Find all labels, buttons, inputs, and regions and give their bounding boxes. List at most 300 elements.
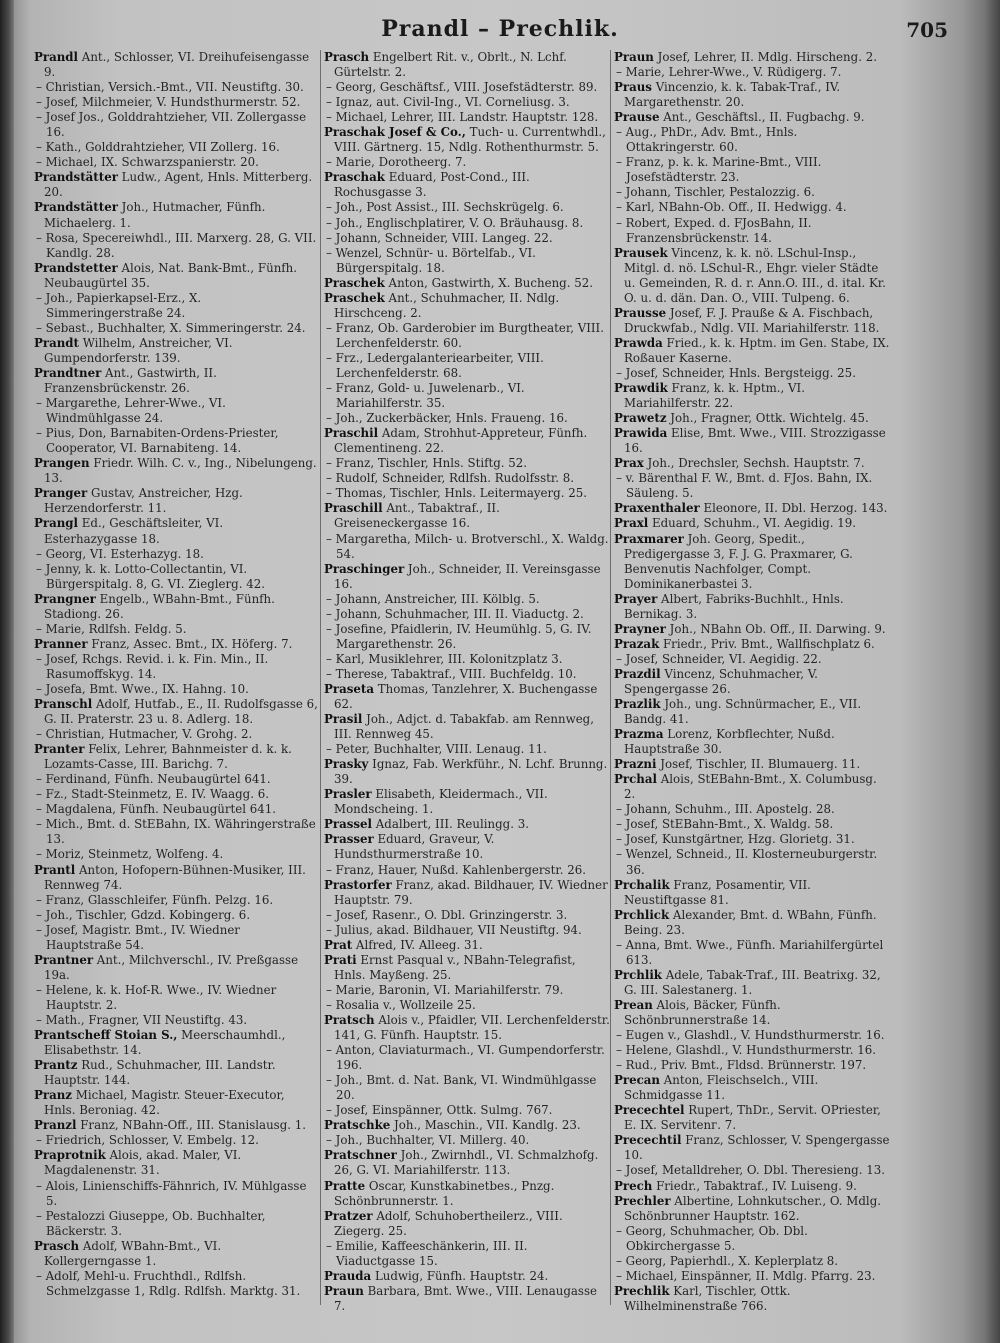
directory-entry [614, 1194, 890, 1224]
entry-details: – Sebast., Buchhalter, X. Simmeringerstr. 24. [36, 320, 306, 335]
entry-details: – Rosalia v., Wollzeile 25. [326, 997, 476, 1012]
directory-entry [34, 50, 318, 80]
entry-surname: Praschinger [324, 561, 405, 576]
entry-details: Joh., NBahn Ob. Off., II. Darwing. 9. [665, 621, 886, 636]
entry-surname: Prausse [614, 305, 667, 320]
entry-details: Alois v., Pfaidler, VII. Lerchenfelderstr. 141, G. Fünfh. Hauptstr. 15. [334, 1013, 610, 1043]
entry-surname: Prasil [324, 712, 363, 727]
entry-details: – Josef, Schneider, Hnls. Bergsteigg. 25. [616, 365, 856, 380]
entry-details: – Rudolf, Schneider, Rdlfsh. Rudolfsstr. 8. [326, 471, 574, 486]
entry-details: Ed., Geschäftsleiter, VI. Esterhazygasse 18. [44, 516, 224, 546]
entry-details: – Pius, Don, Barnabiten-Ordens-Priester, Cooperator, VI. Barnabiteng. 14. [36, 426, 279, 456]
directory-entry [324, 757, 610, 787]
entry-details: Anton, Hofopern-Bühnen-Musiker, III. Rennweg 74. [44, 862, 306, 892]
entry-details: Engelb., WBahn-Bmt., Fünfh. Stadiong. 26. [44, 591, 275, 621]
entry-details: – Josef, Kunstgärtner, Hzg. Glorietg. 31. [616, 832, 855, 847]
directory-entry [324, 532, 610, 562]
entry-details: Barbara, Bmt. Wwe., VIII. Lenaugasse 7. [334, 1283, 598, 1313]
entry-details: – Georg, Papierhdl., X. Keplerplatz 8. [616, 1253, 839, 1268]
entry-details: Joh. Georg, Spedit., Predigergasse 3, F. J. G. Praxmarer, G. Benvenutis Nachfolger, Compt. Dominikanerbastei 3. [624, 531, 853, 591]
entry-surname: Pratsch [324, 1013, 375, 1027]
directory-entry [614, 1028, 890, 1043]
entry-surname: Praschek [324, 275, 385, 290]
directory-entry [34, 321, 318, 336]
directory-entry [614, 772, 890, 802]
entry-details: – Josef, Schneider, VI. Aegidig. 22. [616, 651, 822, 666]
page-edge-shadow [962, 0, 1000, 1343]
entry-details: – Eugen v., Glashdl., V. Hundsthurmerstr. 16. [616, 1028, 885, 1043]
entry-surname: Pratschke [324, 1118, 391, 1133]
entry-details: – Jenny, k. k. Lotto-Collectantin, VI. Bürgerspitalg. 8, G. VI. Zieglerg. 42. [36, 561, 265, 591]
directory-entry [614, 697, 890, 727]
entry-details: Michael, Magistr. Steuer-Executor, Hnls. Beroniag. 42. [44, 1088, 285, 1118]
directory-entry [324, 381, 610, 411]
directory-entry [614, 125, 890, 155]
directory-entry [324, 1148, 610, 1178]
directory-entry [324, 170, 610, 200]
directory-entry [324, 1013, 610, 1043]
entry-surname: Prati [324, 952, 357, 967]
directory-entry [324, 411, 610, 426]
entry-details: – Christian, Versich.-Bmt., VII. Neustiftg. 30. [36, 80, 304, 95]
directory-entry [34, 336, 318, 366]
entry-details: – Joh., Tischler, Gdzd. Kobingerg. 6. [36, 907, 251, 922]
entry-surname: Prayer [614, 591, 658, 606]
directory-entry [614, 1269, 890, 1284]
column-2 [324, 50, 610, 1320]
entry-details: – Rosa, Specereiwhdl., III. Marxerg. 28, G. VII. Kandlg. 28. [36, 230, 317, 260]
entry-details: Ignaz, Fab. Werkführ., N. Lchf. Brunng. 39. [334, 757, 608, 787]
entry-surname: Prchalik [614, 877, 670, 892]
directory-entry [34, 291, 318, 321]
directory-entry [34, 516, 318, 546]
entry-details: – Franz, p. k. k. Marine-Bmt., VIII. Josefstädterstr. 23. [616, 155, 822, 185]
entry-surname: Praschill [324, 501, 383, 516]
entry-details: – Fz., Stadt-Steinmetz, E. IV. Waagg. 6. [36, 787, 269, 802]
entry-details: – Marie, Lehrer-Wwe., V. Rüdigerg. 7. [616, 65, 842, 80]
entry-details: – Joh., Papierkapsel-Erz., X. Simmeringerstraße 24. [36, 290, 202, 320]
directory-entry [34, 1118, 318, 1133]
entry-details: – Frz., Ledergalanteriearbeiter, VIII. Lerchenfelderstr. 68. [326, 350, 544, 380]
directory-entry [34, 547, 318, 562]
entry-details: – Peter, Buchhalter, VIII. Lenaug. 11. [326, 742, 547, 757]
directory-entry [34, 261, 318, 291]
directory-entry [34, 637, 318, 652]
directory-entry [614, 592, 890, 622]
entry-details: – Franz, Ob. Garderobier im Burgtheater, VIII. Lerchenfelderstr. 60. [326, 320, 604, 350]
directory-entry [614, 878, 890, 908]
directory-entry [34, 1088, 318, 1118]
entry-surname: Pranger [34, 486, 88, 501]
directory-entry [614, 185, 890, 200]
directory-entry [34, 1013, 318, 1028]
entry-details: Rud., Schuhmacher, III. Landstr. Hauptstr. 144. [44, 1058, 276, 1088]
directory-entry [34, 1179, 318, 1209]
entry-details: – Pestalozzi Giuseppe, Ob. Buchhalter, Bäckerstr. 3. [36, 1208, 266, 1238]
entry-details: Josef, F. J. Prauße & A. Fischbach, Druckwfab., Ndlg. VII. Mariahilferstr. 118. [624, 305, 880, 335]
entry-details: Anton, Fleischselch., VIII. Schmidgasse 11. [624, 1073, 819, 1103]
entry-surname: Pranter [34, 742, 85, 757]
entry-details: Joh., Drechsler, Sechsh. Hauptstr. 7. [643, 456, 865, 471]
directory-entry [324, 938, 610, 953]
entry-surname: Prean [614, 997, 653, 1012]
entry-details: Felix, Lehrer, Bahnmeister d. k. k. Lozamts-Casse, III. Barichg. 7. [44, 742, 292, 772]
directory-entry [34, 456, 318, 486]
entry-surname: Prangen [34, 456, 90, 471]
directory-entry [614, 637, 890, 652]
entry-details: Joh., Hutmacher, Fünfh. Michaelerg. 1. [44, 200, 266, 230]
directory-entry [34, 727, 318, 742]
directory-entry [324, 1269, 610, 1284]
directory-entry [614, 456, 890, 471]
entry-surname: Praxmarer [614, 531, 684, 546]
entry-surname: Praschak [324, 170, 385, 185]
entry-surname: Prawda [614, 335, 663, 350]
directory-entry [614, 155, 890, 185]
entry-surname: Precechtil [614, 1133, 682, 1148]
directory-entry [614, 1254, 890, 1269]
entry-details: Vincenz, k. k. nö. LSchul-Insp., Mitgl. d. nö. LSchul-R., Ehgr. vieler Städte u. Gemeinden, R. d. r. Ann.O. III., d. ital. Kr. O. u. d. dän. Dan. O., VIII. Tulpeng. 6. [624, 245, 886, 305]
entry-details: Adolf, WBahn-Bmt., VI. Kollergerngasse 1. [44, 1238, 222, 1268]
directory-entry [324, 456, 610, 471]
entry-details: Tuch- u. Currentwhdl., VIII. Gärtnerg. 15, Ndlg. Rothenthurmstr. 5. [334, 125, 606, 155]
directory-entry [324, 1043, 610, 1073]
directory-entry [324, 200, 610, 215]
entry-details: Adolf, Schuhobertheilerz., VIII. Ziegerg. 25. [334, 1208, 563, 1238]
entry-surname: Prauda [324, 1268, 372, 1283]
directory-entry [34, 1133, 318, 1148]
entry-details: Alois, akad. Maler, VI. Magdalenenstr. 31. [44, 1148, 242, 1178]
entry-details: – Johann, Schneider, VIII. Langeg. 22. [326, 230, 553, 245]
entry-details: Adam, Strohhut-Appreteur, Fünfh. Clementineng. 22. [334, 426, 588, 456]
entry-details: Engelbert Rit. v., Obrlt., N. Lchf. Gürtelstr. 2. [334, 50, 567, 80]
entry-surname: Praschek [324, 290, 385, 305]
entry-surname: Prause [614, 110, 660, 125]
directory-entry [34, 155, 318, 170]
entry-surname: Pranz [34, 1088, 73, 1103]
directory-entry [614, 757, 890, 772]
entry-details: Eleonore, II. Dbl. Herzog. 143. [699, 501, 888, 516]
entry-surname: Praschil [324, 426, 379, 441]
entry-details: Rupert, ThDr., Servit. OPriester, E. IX. Servitenг. 7. [624, 1103, 881, 1133]
entry-details: Franz, akad. Bildhauer, IV. Wiedner Hauptstr. 79. [334, 877, 608, 907]
entry-details: Gustav, Anstreicher, Hzg. Herzendorferstr. 11. [44, 486, 243, 516]
entry-details: – Georg, Schuhmacher, Ob. Dbl. Obkirchergasse 5. [616, 1223, 808, 1253]
directory-entry [614, 200, 890, 215]
directory-entry [34, 486, 318, 516]
entry-details: Ludwig, Fünfh. Hauptstr. 24. [371, 1268, 549, 1283]
directory-entry [324, 607, 610, 622]
directory-entry [34, 652, 318, 682]
column-rule [320, 50, 321, 1305]
entry-details: Franz, k. k. Hptm., VI. Mariahilferstr. 22. [624, 381, 805, 411]
directory-entry [34, 592, 318, 622]
entry-details: Oscar, Kunstkabinetbes., Pnzg. Schönbrunnerstr. 1. [334, 1178, 555, 1208]
directory-entry [614, 667, 890, 697]
directory-entry [324, 1133, 610, 1148]
entry-details: – Therese, Tabaktraf., VIII. Buchfeldg. 10. [326, 666, 577, 681]
entry-details: – Math., Fragner, VII Neustiftg. 43. [36, 1013, 248, 1027]
directory-entry [614, 847, 890, 877]
entry-surname: Prayner [614, 621, 666, 636]
entry-surname: Pratzer [324, 1208, 373, 1223]
entry-details: Ant., Tabaktraf., II. Greiseneckergasse 16. [334, 501, 500, 531]
entry-details: – Josef, Einspänner, Ottk. Sulmg. 767. [326, 1103, 553, 1118]
entry-surname: Prasch [34, 1238, 80, 1253]
directory-entry [614, 1043, 890, 1058]
directory-entry [324, 426, 610, 456]
entry-surname: Pranner [34, 636, 88, 651]
directory-entry [614, 908, 890, 938]
entry-details: Ernst Pasqual v., NBahn-Telegrafist, Hnls. Mayßeng. 25. [334, 952, 576, 982]
entry-details: – Josef Jos., Golddrahtzieher, VII. Zollergasse 16. [36, 110, 307, 140]
entry-details: Alois, Bäcker, Fünfh. Schönbrunnerstraße 14. [624, 997, 781, 1027]
directory-entry [34, 1058, 318, 1088]
entry-details: – Wenzel, Schneid., II. Klosterneuburgerstr. 36. [616, 847, 878, 877]
entry-details: Vincenz, Schuhmacher, V. Spengergasse 26. [624, 666, 818, 696]
directory-entry [324, 592, 610, 607]
entry-details: – Wenzel, Schnür- u. Börtelfab., VI. Bürgerspitalg. 18. [326, 245, 536, 275]
directory-entry [614, 110, 890, 125]
directory-entry [614, 622, 890, 637]
directory-entry [34, 622, 318, 637]
directory-entry [614, 1073, 890, 1103]
entry-surname: Prasch [324, 50, 370, 64]
entry-details: – Christian, Hutmacher, V. Grohg. 2. [36, 727, 253, 742]
directory-entry [614, 306, 890, 336]
entry-surname: Praxl [614, 516, 649, 531]
entry-details: Eduard, Schuhm., VI. Aegidig. 19. [648, 516, 857, 531]
entry-details: Friedr., Priv. Bmt., Wallfischplatz 6. [659, 636, 875, 651]
entry-surname: Pratte [324, 1178, 366, 1193]
directory-entry [324, 471, 610, 486]
directory-entry [34, 787, 318, 802]
entry-details: Franz, Posamentir, VII. Neustiftgasse 81. [624, 877, 811, 907]
directory-entry [614, 65, 890, 80]
entry-details: – Johann, Schuhmacher, III. II. Viaductg. 2. [326, 606, 584, 621]
entry-surname: Precechtel [614, 1103, 685, 1118]
directory-entry [614, 532, 890, 592]
entry-surname: Praun [324, 1283, 364, 1298]
entry-details: – Margaretha, Milch- u. Brotverschl., X. Waldg. 54. [326, 531, 609, 561]
directory-entry [34, 1148, 318, 1178]
directory-entry [614, 938, 890, 968]
entry-details: – Marie, Dorotheerg. 7. [326, 155, 467, 170]
directory-entry [614, 1133, 890, 1163]
entry-details: Alexander, Bmt. d. WBahn, Fünfh. Being. 23. [624, 907, 877, 937]
entry-details: Wilhelm, Anstreicher, VI. Gumpendorferstr. 139. [44, 335, 233, 365]
directory-entry [324, 998, 610, 1013]
entry-surname: Prech [614, 1178, 653, 1193]
entry-details: Eduard, Post-Cond., III. Rochusgasse 3. [334, 170, 530, 200]
entry-surname: Prantz [34, 1058, 78, 1073]
directory-entry [34, 802, 318, 817]
entry-details: – Georg, Geschäftsf., VIII. Josefstädterstr. 89. [326, 80, 598, 95]
entry-details: – Joh., Post Assist., III. Sechskrügelg. 6. [326, 200, 564, 215]
entry-surname: Pranzl [34, 1118, 77, 1133]
entry-details: Joh., ung. Schnürmacher, E., VII. Bandg. 41. [624, 697, 862, 727]
entry-details: Friedr. Wilh. C. v., Ing., Nibelungeng. 13. [44, 456, 317, 486]
directory-entry [34, 95, 318, 110]
entry-details: – Adolf, Mehl-u. Fruchthdl., Rdlfsh. Schmelzgasse 1, Rdlg. Rdlfsh. Marktg. 31. [36, 1268, 301, 1298]
directory-entry [324, 95, 610, 110]
entry-details: – Joh., Zuckerbäcker, Hnls. Fraueng. 16. [326, 411, 568, 426]
directory-entry [324, 486, 610, 501]
directory-entry [324, 1179, 610, 1209]
entry-details: Elise, Bmt. Wwe., VIII. Strozzigasse 16. [624, 426, 886, 456]
entry-details: – Robert, Exped. d. FJosBahn, II. Franzensbrückenstr. 14. [616, 215, 812, 245]
directory-entry [324, 908, 610, 923]
entry-surname: Prchal [614, 772, 657, 787]
entry-surname: Prandstätter [34, 200, 118, 215]
directory-entry [614, 381, 890, 411]
entry-details: – Franz, Tischler, Hnls. Stiftg. 52. [326, 456, 528, 471]
directory-entry [614, 1179, 890, 1194]
directory-entry [324, 742, 610, 757]
entry-details: – Georg, VI. Esterhazyg. 18. [36, 546, 204, 561]
entry-details: Eduard, Graveur, V. Hundsthurmerstraße 10. [334, 832, 495, 862]
directory-entry [324, 712, 610, 742]
directory-entry [324, 863, 610, 878]
directory-entry [324, 246, 610, 276]
entry-details: – Kath., Golddrahtzieher, VII Zollerg. 16. [36, 140, 280, 155]
entry-details: – Johann, Schuhm., III. Apostelg. 28. [616, 802, 835, 817]
directory-entry [34, 396, 318, 426]
directory-entry [34, 562, 318, 592]
directory-entry [614, 366, 890, 381]
directory-entry [614, 998, 890, 1028]
entry-surname: Prasser [324, 832, 374, 847]
entry-details: – Johann, Tischler, Pestalozzig. 6. [616, 185, 815, 200]
entry-details: – Franz, Hauer, Nußd. Kahlenbergerstr. 26. [326, 862, 586, 877]
entry-surname: Praprotnik [34, 1148, 106, 1163]
column-3 [614, 50, 890, 1320]
entry-details: Ant., Milchverschl., IV. Preßgasse 19a. [44, 952, 299, 982]
entry-details: Franz, Assec. Bmt., IX. Höferg. 7. [87, 636, 293, 651]
directory-entry [34, 1269, 318, 1299]
entry-details: – Josef, Metalldreher, O. Dbl. Theresieng. 13. [616, 1163, 885, 1178]
entry-details: – Ignaz, aut. Civil-Ing., VI. Corneliusg. 3. [326, 95, 570, 110]
entry-surname: Prastorfer [324, 877, 392, 892]
entry-details: – Josefa, Bmt. Wwe., IX. Hahng. 10. [36, 681, 249, 696]
directory-entry [324, 1239, 610, 1269]
entry-details: Adele, Tabak-Traf., III. Beatrixg. 32, G. III. Salestanerg. 1. [624, 967, 881, 997]
entry-surname: Prandstätter [34, 170, 118, 185]
directory-entry [324, 1118, 610, 1133]
entry-details: – Johann, Anstreicher, III. Kölblg. 5. [326, 591, 540, 606]
entry-details: Ant., Gastwirth, II. Franzensbrückenstr. 26. [44, 365, 217, 396]
entry-details: – Karl, NBahn-Ob. Off., II. Hedwigg. 4. [616, 200, 847, 215]
directory-entry [34, 1239, 318, 1269]
column-1 [34, 50, 318, 1320]
entry-details: Elisabeth, Kleidermach., VII. Mondscheing. 1. [334, 787, 548, 817]
entry-surname: Pranschl [34, 697, 93, 712]
entry-details: – Emilie, Kaffeeschänkerin, III. II. Viaductgasse 15. [326, 1238, 528, 1268]
entry-details: Friedr., Tabaktraf., IV. Luiseng. 9. [652, 1178, 857, 1193]
directory-entry [324, 832, 610, 862]
directory-entry [324, 321, 610, 351]
entry-surname: Prawdik [614, 381, 668, 396]
entry-details: – Joh., Englischplatirer, V. O. Bräuhausg. 8. [326, 215, 584, 230]
directory-entry [614, 817, 890, 832]
entry-surname: Praxenthaler [614, 501, 700, 516]
entry-details: Franz, NBahn-Off., III. Stanislausg. 1. [76, 1118, 307, 1133]
entry-details: Josef, Tischler, II. Blumauerg. 11. [656, 757, 861, 772]
directory-entry [34, 80, 318, 95]
entry-details: Joh., Schneider, II. Vereinsgasse 16. [334, 561, 601, 591]
entry-details: – Helene, k. k. Hof-R. Wwe., IV. Wiedner Hauptstr. 2. [36, 982, 277, 1012]
directory-entry [34, 426, 318, 456]
directory-entry [324, 1073, 610, 1103]
entry-details: Ant., Schlosser, VI. Dreihufeisengasse 9. [44, 50, 310, 80]
directory-entry [614, 1058, 890, 1073]
entry-details: Vincenzio, k. k. Tabak-Traf., IV. Margarethenstr. 20. [624, 80, 841, 110]
directory-entry [34, 231, 318, 261]
entry-surname: Prassel [324, 817, 372, 832]
directory-entry [324, 216, 610, 231]
entry-surname: Prandl [34, 50, 79, 64]
directory-entry [614, 80, 890, 110]
entry-details: – Marie, Baronin, VI. Mariahilferstr. 79. [326, 982, 564, 997]
entry-details: Adolf, Hutfab., E., II. Rudolfsgasse 6, G. II. Praterstr. 23 u. 8. Adlerg. 18. [44, 697, 318, 727]
entry-details: – Helene, Glashdl., V. Hundsthurmerstr. 16. [616, 1043, 877, 1058]
entry-details: – Michael, Einspänner, II. Mdlg. Pfarrg. 23. [616, 1268, 876, 1283]
directory-entry [34, 953, 318, 983]
directory-entry [324, 787, 610, 817]
directory-entry [34, 893, 318, 908]
entry-surname: Prchlick [614, 907, 670, 922]
entry-surname: Prasky [324, 757, 369, 772]
entry-details: – Michael, IX. Schwarzspanierstr. 20. [36, 155, 259, 170]
entry-details: Ludw., Agent, Hnls. Mitterberg. 20. [44, 170, 313, 200]
directory-entry [324, 125, 610, 155]
entry-surname: Prausek [614, 245, 668, 260]
entry-details: Alois, Nat. Bank-Bmt., Fünfh. Neubaugürtel 35. [44, 260, 298, 290]
entry-details: – Anna, Bmt. Wwe., Fünfh. Mariahilfergürtel 613. [616, 937, 884, 967]
directory-entry [614, 50, 890, 65]
entry-surname: Prax [614, 456, 644, 471]
entry-details: – Marie, Rdlfsh. Feldg. 5. [36, 621, 187, 636]
directory-entry [614, 411, 890, 426]
entry-surname: Prechler [614, 1193, 671, 1208]
directory-entry [324, 817, 610, 832]
directory-entry [34, 140, 318, 155]
entry-details: – Joh., Bmt. d. Nat. Bank, VI. Windmühlgasse 20. [326, 1073, 597, 1103]
directory-entry [34, 742, 318, 772]
directory-entry [324, 50, 610, 80]
entry-surname: Prandtner [34, 365, 102, 380]
entry-surname: Prantl [34, 862, 76, 877]
directory-entry [614, 216, 890, 246]
directory-entry [324, 562, 610, 592]
entry-details: Joh., Adjct. d. Tabakfab. am Rennweg, III. Rennweg 45. [334, 712, 594, 742]
entry-details: – Josefine, Pfaidlerin, IV. Heumühlg. 5, G. IV. Margarethenstr. 26. [326, 621, 592, 651]
directory-entry [614, 1284, 890, 1314]
entry-details: Alois, StEBahn-Bmt., X. Columbusg. 2. [624, 772, 877, 802]
entry-surname: Prechlik [614, 1283, 670, 1298]
page-header [0, 12, 1000, 46]
directory-entry [324, 622, 610, 652]
entry-surname: Prazma [614, 727, 664, 742]
entry-details: – Rud., Priv. Bmt., Fldsd. Brünnerstr. 197. [616, 1058, 867, 1073]
entry-surname: Prandstetter [34, 260, 118, 275]
directory-entry [34, 682, 318, 697]
entry-details: – Franz, Gold- u. Juwelenarb., VI. Mariahilferstr. 35. [326, 381, 525, 411]
directory-entry [614, 832, 890, 847]
entry-details: Albertine, Lohnkutscher., O. Mdlg. Schönbrunner Hauptstr. 162. [624, 1193, 882, 1223]
directory-entry [34, 983, 318, 1013]
entry-details: – Franz, Glasschleifer, Fünfh. Pelzg. 16. [36, 892, 274, 907]
